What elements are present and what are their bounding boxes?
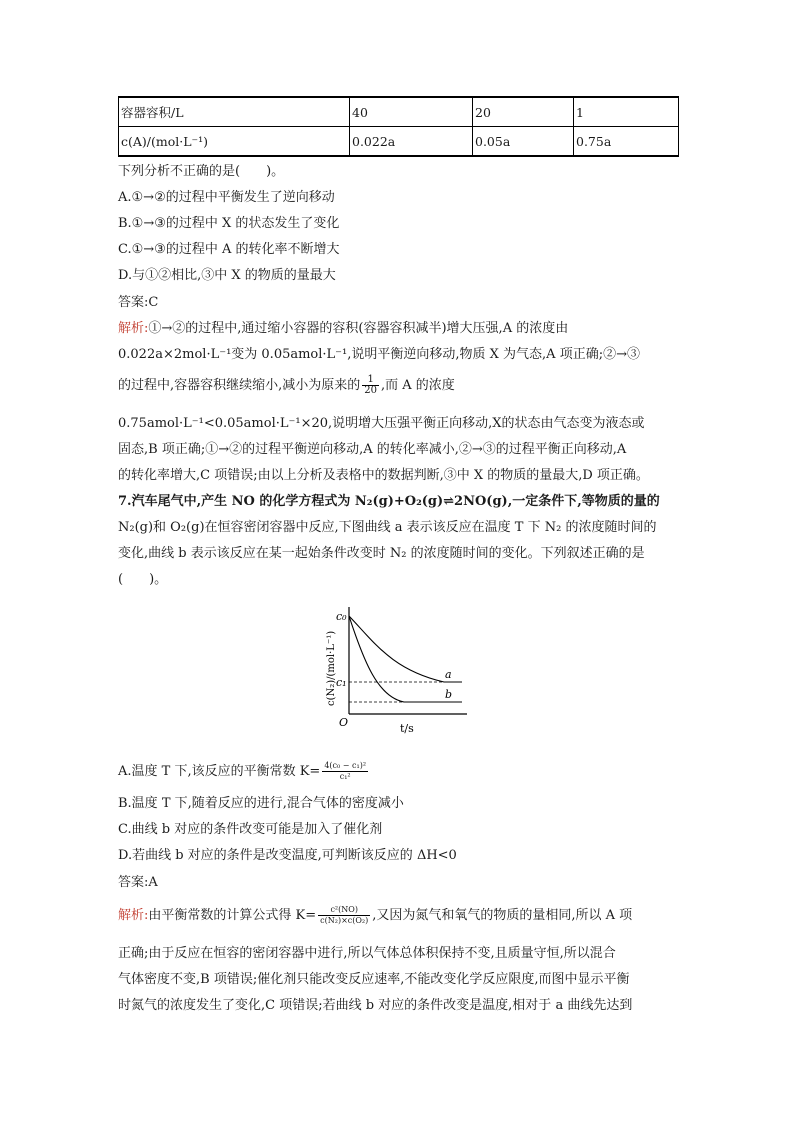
- origin-label: O: [339, 716, 349, 729]
- answer-label: 答案:C: [118, 295, 159, 310]
- table-row: [119, 127, 679, 157]
- option-c: C.曲线 b 对应的条件改变可能是加入了催化剂: [118, 822, 383, 837]
- analysis-text: 的过程中,容器容积继续缩小,减小为原来的: [118, 378, 361, 393]
- question-stem: 变化,曲线 b 表示该反应在某一起始条件改变时 N₂ 的浓度随时间的变化。下列叙述正确的是: [118, 546, 645, 561]
- fraction: [322, 761, 368, 782]
- option-b: B.温度 T 下,随着反应的进行,混合气体的密度减小: [118, 796, 404, 811]
- analysis-line: 气体密度不变,B 项错误;催化剂只能改变反应速率,不能改变化学反应限度,而图中显示平衡: [118, 972, 630, 987]
- analysis-line: 正确;由于反应在恒容的密闭容器中进行,所以气体总体积保持不变,且质量守恒,所以混合: [118, 946, 616, 961]
- table-cell: 0.75a: [574, 127, 679, 157]
- analysis-text: ,又因为氮气和氧气的物质的量相同,所以 A 项: [372, 908, 633, 923]
- fraction-numerator: 4(c₀ − c₁)²: [324, 761, 367, 770]
- question-stem: 7.汽车尾气中,产生 NO 的化学方程式为 N₂(g)+O₂(g)⇌2NO(g),一定条件下,等物质的量的: [118, 494, 660, 509]
- table-cell: 0.022a: [350, 127, 473, 157]
- table-cell: 容器容积/L: [119, 97, 350, 127]
- volume-concentration-table: [118, 96, 679, 157]
- fraction-denominator: 20: [364, 385, 377, 396]
- option-c: C.①→③的过程中 A 的转化率不断增大: [118, 242, 340, 257]
- y-axis-label: c(N₂)/(mol·L⁻¹): [326, 630, 337, 706]
- analysis-line: 固态,B 项正确;①→②的过程平衡逆向移动,A 的转化率减小,②→③的过程平衡正向移动,A: [118, 442, 627, 457]
- table-cell: 20: [473, 97, 574, 127]
- analysis-line: 时氮气的浓度发生了变化,C 项错误;若曲线 b 对应的条件改变是温度,相对于 a 曲线先达到: [118, 998, 633, 1013]
- table-row: [119, 97, 679, 127]
- fraction-numerator: 1: [362, 375, 379, 386]
- question-stem: 下列分析不正确的是( )。: [118, 164, 285, 179]
- option-text: A.温度 T 下,该反应的平衡常数 K=: [118, 764, 321, 779]
- table-cell: c(A)/(mol·L⁻¹): [119, 127, 350, 157]
- analysis-text: ,而 A 的浓度: [381, 378, 455, 393]
- n2-concentration-chart: [312, 602, 482, 742]
- fraction-denominator: c₁²: [339, 772, 351, 781]
- x-axis-label: t/s: [400, 722, 414, 735]
- series-label-b: b: [445, 688, 453, 701]
- analysis-line: [118, 317, 568, 336]
- analysis-line: 的转化率增大,C 项错误;由以上分析及表格中的数据判断,③中 X 的物质的量最大,D 项正确。: [118, 468, 649, 483]
- fraction: [362, 375, 379, 396]
- analysis-label: 解析:: [118, 908, 149, 923]
- series-label-a: a: [445, 668, 452, 681]
- option-d: D.若曲线 b 对应的条件是改变温度,可判断该反应的 ΔH<0: [118, 848, 457, 863]
- analysis-line: 0.75amol·L⁻¹<0.05amol·L⁻¹×20,说明增大压强平衡正向移动,X的状态由气态变为液态或: [118, 416, 645, 431]
- analysis-line: 0.022a×2mol·L⁻¹变为 0.05amol·L⁻¹,说明平衡逆向移动,物质 X 为气态,A 项正确;②→③: [118, 347, 640, 362]
- analysis-line: [118, 904, 632, 926]
- question-stem: ( )。: [118, 572, 168, 587]
- table-cell: 40: [350, 97, 473, 127]
- option-d: D.与①②相比,③中 X 的物质的量最大: [118, 268, 336, 283]
- question-stem: N₂(g)和 O₂(g)在恒容密闭容器中反应,下图曲线 a 表示该反应在温度 T 下 N₂ 的浓度随时间的: [118, 520, 657, 535]
- analysis-label: 解析:: [118, 321, 149, 336]
- tick-label-c0: c₀: [336, 610, 347, 623]
- analysis-text: ①→②的过程中,通过缩小容器的容积(容器容积减半)增大压强,A 的浓度由: [148, 321, 569, 336]
- analysis-line: [118, 374, 455, 396]
- tick-label-c1: c₁: [336, 676, 347, 689]
- option-a: A.①→②的过程中平衡发生了逆向移动: [118, 190, 335, 205]
- answer-label: 答案:A: [118, 875, 158, 890]
- table-cell: 0.05a: [473, 127, 574, 157]
- option-b: B.①→③的过程中 X 的状态发生了变化: [118, 216, 340, 231]
- option-a: [118, 760, 370, 782]
- analysis-text: 由平衡常数的计算公式得 K=: [148, 908, 317, 923]
- table-cell: 1: [574, 97, 679, 127]
- fraction-denominator: c(N₂)×c(O₂): [320, 916, 369, 925]
- fraction-numerator: c²(NO): [318, 905, 370, 916]
- fraction: [318, 905, 370, 926]
